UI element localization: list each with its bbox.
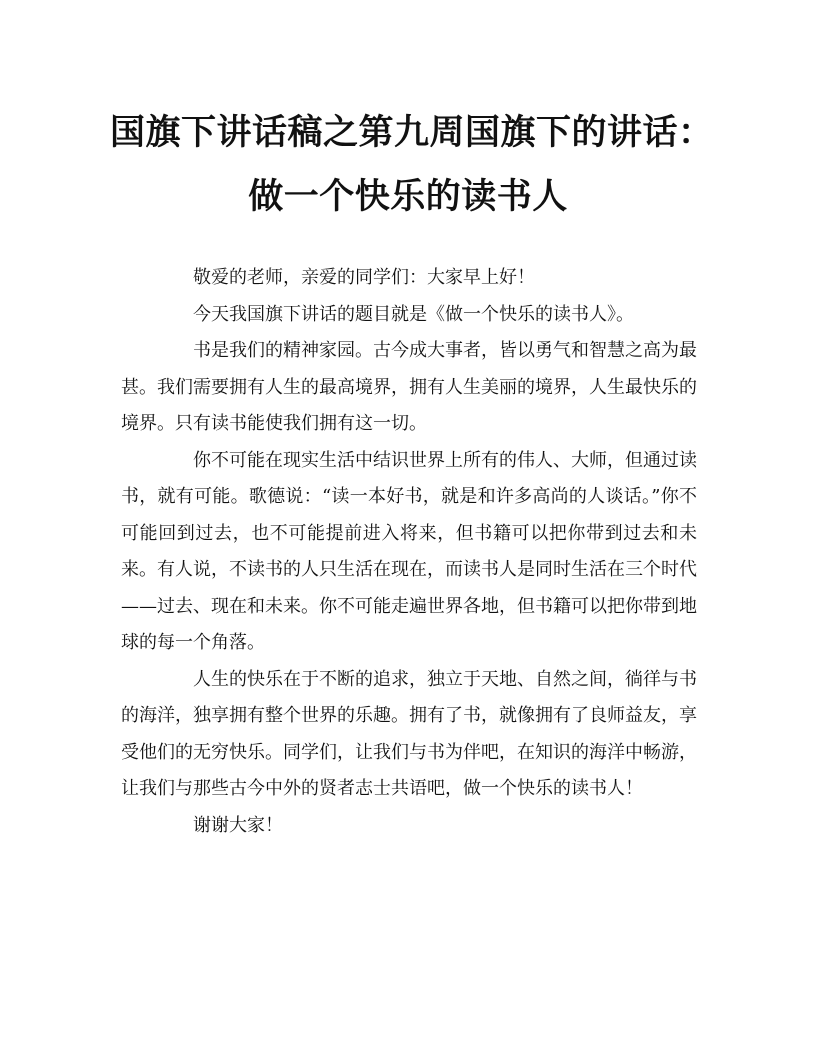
paragraph-books-home: 书是我们的精神家园。古今成大事者，皆以勇气和智慧之高为最甚。我们需要拥有人生的最高境界，拥有人生美丽的境界，人生最快乐的境界。只有读书能使我们拥有这一切。 (121, 340, 697, 434)
paragraph-goethe: 你不可能在现实生活中结识世界上所有的伟人、大师，但通过读书，就有可能。歌德说：“读一本好书，就是和许多高尚的人谈话。”你不可能回到过去，也不可能提前进入将来，但书籍可以把你带到过去和未来。有人说，不读书的人只生活在现在，而读书人是同时生活在三个时代——过去、现在和未来。你不可能走遍世界各地，但书籍可以把你带到地球的每一个角落。 (121, 449, 697, 653)
document-title-line-2: 做一个快乐的读书人 (248, 176, 568, 217)
paragraph-topic: 今天我国旗下讲话的题目就是《做一个快乐的读书人》。 (193, 303, 634, 325)
paragraph-joy: 人生的快乐在于不断的追求，独立于天地、自然之间，徜徉与书的海洋，独享拥有整个世界的乐趣。拥有了书，就像拥有了良师益友，享受他们的无穷快乐。同学们，让我们与书为伴吧，在知识的海洋中畅游，让我们与那些古今中外的贤者志士共语吧，做一个快乐的读书人！ (121, 668, 697, 799)
paragraph-greeting: 敬爱的老师，亲爱的同学们：大家早上好！ (193, 267, 535, 288)
document-title-line-1: 国旗下讲话稿之第九周国旗下的讲话： (110, 112, 714, 153)
paragraph-thanks: 谢谢大家！ (193, 814, 283, 836)
document-body (121, 260, 697, 844)
